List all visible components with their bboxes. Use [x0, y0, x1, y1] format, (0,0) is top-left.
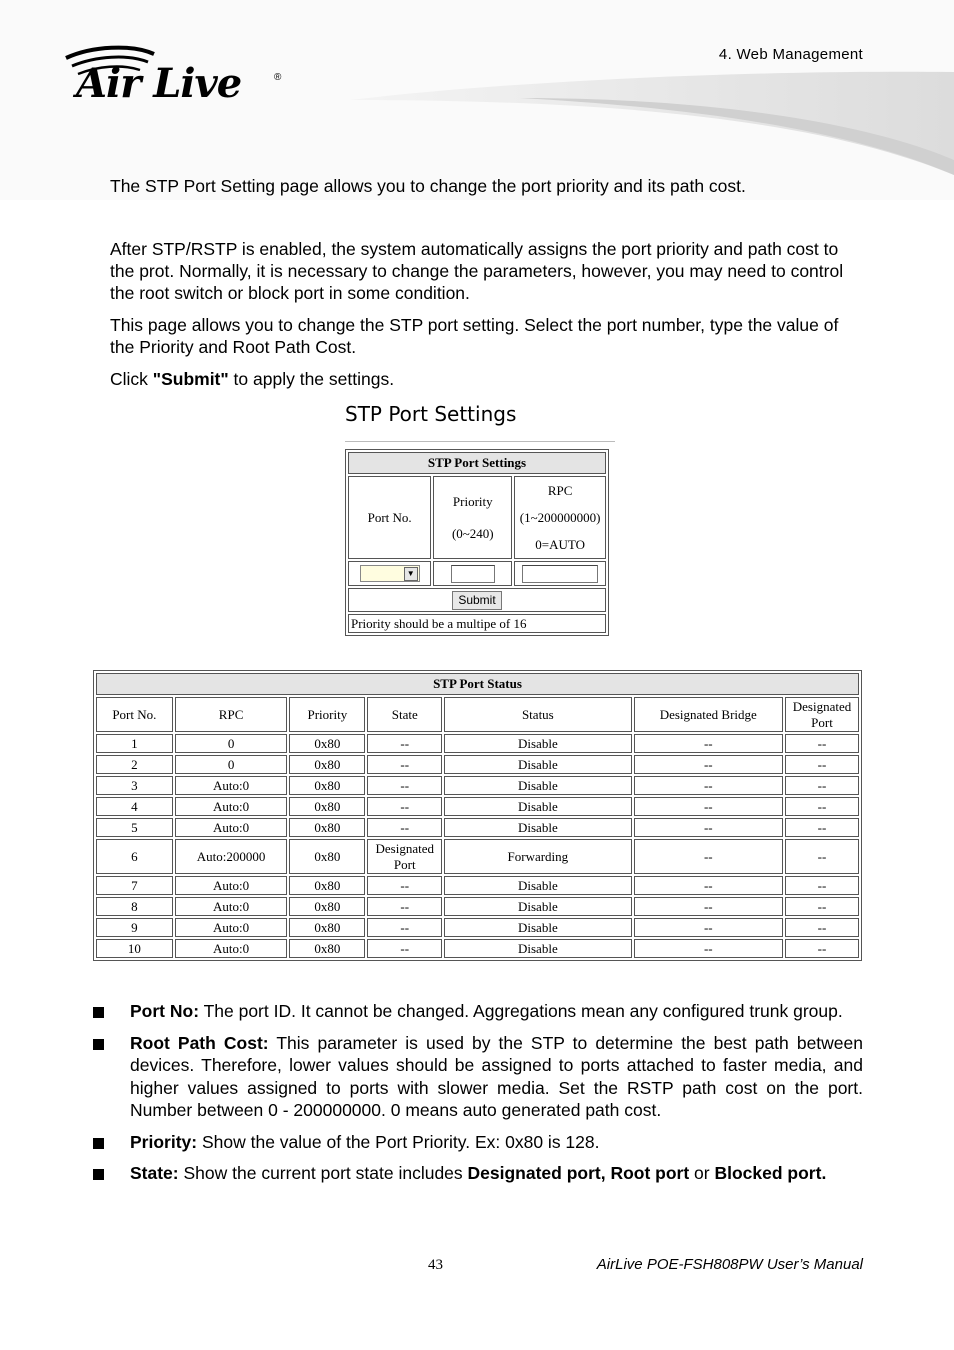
submit-cell [348, 588, 606, 612]
table-cell: 3 [96, 776, 173, 795]
table-row [96, 939, 859, 958]
table-cell: Disable [444, 755, 631, 774]
col-rpc-range: (1~200000000) [519, 510, 601, 525]
col-rpc [514, 476, 606, 559]
col-header: Designated Bridge [634, 697, 784, 732]
table-cell: Disable [444, 897, 631, 916]
col-header: Status [444, 697, 631, 732]
table-cell: 2 [96, 755, 173, 774]
bullet-root-path-cost [93, 1032, 863, 1122]
table-row [96, 734, 859, 753]
table-cell: Disable [444, 876, 631, 895]
table-cell: -- [785, 918, 859, 937]
table-cell: Disable [444, 939, 631, 958]
figure-divider [345, 441, 615, 442]
table-cell: -- [785, 818, 859, 837]
table-cell: Auto:0 [175, 876, 288, 895]
col-header: Port No. [96, 697, 173, 732]
table-cell: -- [785, 755, 859, 774]
table-cell: -- [367, 818, 442, 837]
table-cell: 8 [96, 897, 173, 916]
chapter-heading: 4. Web Management [718, 46, 863, 63]
table-row [96, 818, 859, 837]
table-cell: -- [367, 755, 442, 774]
bullet-port-no [93, 1000, 863, 1023]
bullet-square-icon [93, 1007, 104, 1018]
table-cell: Forwarding [444, 839, 631, 874]
table-row [96, 776, 859, 795]
bullet-text: This parameter is used by the STP to determine the best path between devices. Therefore, lower values should be assigned to ports attached to faster media, and higher values assigned to ports with slower media. Set the RSTP path cost on the port. Number between 0 - 200000000. 0 means auto generated path cost. [130, 1032, 863, 1120]
priority-input[interactable] [451, 565, 495, 583]
chevron-down-icon[interactable]: ▼ [404, 567, 418, 581]
table-cell: 0x80 [289, 797, 365, 816]
table-cell: 0x80 [289, 876, 365, 895]
table-cell: -- [634, 755, 784, 774]
settings-table-title: STP Port Settings [348, 452, 606, 474]
airlive-logo [62, 44, 292, 114]
table-row [96, 755, 859, 774]
bullet-square-icon [93, 1039, 104, 1050]
priority-note: Priority should be a multipe of 16 [348, 614, 606, 633]
table-cell: -- [367, 918, 442, 937]
table-cell: 0x80 [289, 939, 365, 958]
col-header: Priority [289, 697, 365, 732]
table-cell: 0x80 [289, 918, 365, 937]
table-cell: -- [634, 897, 784, 916]
table-cell: 10 [96, 939, 173, 958]
table-cell: 9 [96, 918, 173, 937]
table-cell: 1 [96, 734, 173, 753]
table-cell: -- [785, 876, 859, 895]
table-cell: Designated Port [367, 839, 442, 874]
table-cell: Auto:0 [175, 918, 288, 937]
bullet-bold-text: Blocked port. [714, 1163, 827, 1183]
intro-paragraph-1: The STP Port Setting page allows you to change the port priority and its path cost. [110, 176, 746, 196]
priority-input-cell [433, 561, 512, 586]
table-cell: -- [634, 839, 784, 874]
table-cell: -- [367, 876, 442, 895]
bullet-text: Show the value of the Port Priority. Ex: 0x80 is 128. [197, 1131, 600, 1152]
table-cell: -- [367, 776, 442, 795]
table-cell: Auto:0 [175, 818, 288, 837]
col-priority-range: (0~240) [451, 525, 494, 541]
table-cell: -- [634, 734, 784, 753]
table-cell: Auto:0 [175, 897, 288, 916]
col-header: RPC [175, 697, 288, 732]
table-cell: 4 [96, 797, 173, 816]
bullet-square-icon [93, 1138, 104, 1149]
table-cell: -- [634, 876, 784, 895]
table-row [96, 897, 859, 916]
manual-title: AirLive POE-FSH808PW User’s Manual [596, 1256, 863, 1273]
bullet-text: The port ID. It cannot be changed. Aggregations mean any configured trunk group. [199, 1001, 843, 1021]
bullet-bold-text: Designated port, Root port [467, 1163, 690, 1183]
definition-list [93, 1000, 863, 1194]
table-cell: -- [634, 776, 784, 795]
bullet-term: Port No: [130, 1001, 200, 1021]
table-cell: 0x80 [289, 734, 365, 753]
table-cell: Disable [444, 797, 631, 816]
col-rpc-label: RPC [547, 483, 573, 498]
port-select-cell [348, 561, 431, 586]
bullet-state [93, 1162, 863, 1185]
table-cell: Disable [444, 818, 631, 837]
table-cell: 0x80 [289, 776, 365, 795]
intro-paragraph-2: After STP/RSTP is enabled, the system automatically assigns the port priority and path cost to the prot. Normally, it is necessary to change the parameters, however, you may need to control the root switch or block port in some condition. [110, 239, 844, 303]
bullet-term: State: [130, 1163, 179, 1183]
col-port-no: Port No. [348, 476, 431, 559]
table-cell: Auto:0 [175, 776, 288, 795]
table-cell: Auto:0 [175, 797, 288, 816]
col-priority-label: Priority [452, 493, 493, 509]
rpc-input[interactable] [522, 565, 598, 583]
table-cell: -- [367, 734, 442, 753]
table-cell: -- [785, 839, 859, 874]
p4-text-post: to apply the settings. [228, 369, 395, 389]
figure-title: STP Port Settings [345, 402, 517, 426]
table-cell: -- [634, 918, 784, 937]
table-cell: -- [367, 797, 442, 816]
table-row [96, 839, 859, 874]
table-cell: -- [785, 776, 859, 795]
registered-mark: ® [274, 72, 282, 83]
logo-wordmark: Air Live [76, 60, 242, 107]
bullet-text: Show the current port state includes [178, 1163, 468, 1183]
table-cell: Disable [444, 918, 631, 937]
table-cell: 0x80 [289, 897, 365, 916]
table-row [96, 876, 859, 895]
table-cell: 7 [96, 876, 173, 895]
table-cell: -- [785, 897, 859, 916]
table-cell: -- [785, 939, 859, 958]
col-rpc-auto: 0=AUTO [535, 537, 585, 552]
table-cell: Auto:200000 [175, 839, 288, 874]
bullet-term: Root Path Cost: [130, 1032, 269, 1053]
table-cell: -- [785, 734, 859, 753]
table-cell: 5 [96, 818, 173, 837]
p4-text-pre: Click [110, 369, 153, 389]
table-cell: 0x80 [289, 755, 365, 774]
submit-button[interactable]: Submit [452, 591, 501, 610]
col-priority [433, 476, 512, 559]
table-cell: Disable [444, 734, 631, 753]
table-row [96, 918, 859, 937]
table-cell: -- [634, 939, 784, 958]
table-cell: 0 [175, 755, 288, 774]
table-cell: 0x80 [289, 818, 365, 837]
p4-submit-bold: "Submit" [152, 369, 229, 389]
page-number: 43 [428, 1257, 443, 1273]
port-select[interactable] [360, 565, 420, 582]
status-table-body [96, 734, 859, 958]
stp-port-status-table [93, 670, 862, 961]
col-header: State [367, 697, 442, 732]
table-cell: -- [634, 818, 784, 837]
bullet-priority [93, 1131, 863, 1154]
table-cell: Auto:0 [175, 939, 288, 958]
table-cell: 6 [96, 839, 173, 874]
table-cell: Disable [444, 776, 631, 795]
status-header-row [96, 697, 859, 732]
bullet-term: Priority: [130, 1131, 198, 1152]
table-row [96, 797, 859, 816]
bullet-square-icon [93, 1169, 104, 1180]
table-cell: -- [634, 797, 784, 816]
intro-paragraph-4 [110, 368, 862, 390]
table-cell: 0x80 [289, 839, 365, 874]
bullet-text: or [689, 1163, 715, 1183]
table-cell: -- [367, 939, 442, 958]
status-table-title: STP Port Status [96, 673, 859, 695]
table-cell: -- [785, 797, 859, 816]
stp-port-settings-table [345, 449, 609, 636]
intro-paragraph-3: This page allows you to change the STP port setting. Select the port number, type the value of the Priority and Root Path Cost. [110, 315, 839, 357]
rpc-input-cell [514, 561, 606, 586]
col-header: Designated Port [785, 697, 859, 732]
table-cell: -- [367, 897, 442, 916]
table-cell: 0 [175, 734, 288, 753]
